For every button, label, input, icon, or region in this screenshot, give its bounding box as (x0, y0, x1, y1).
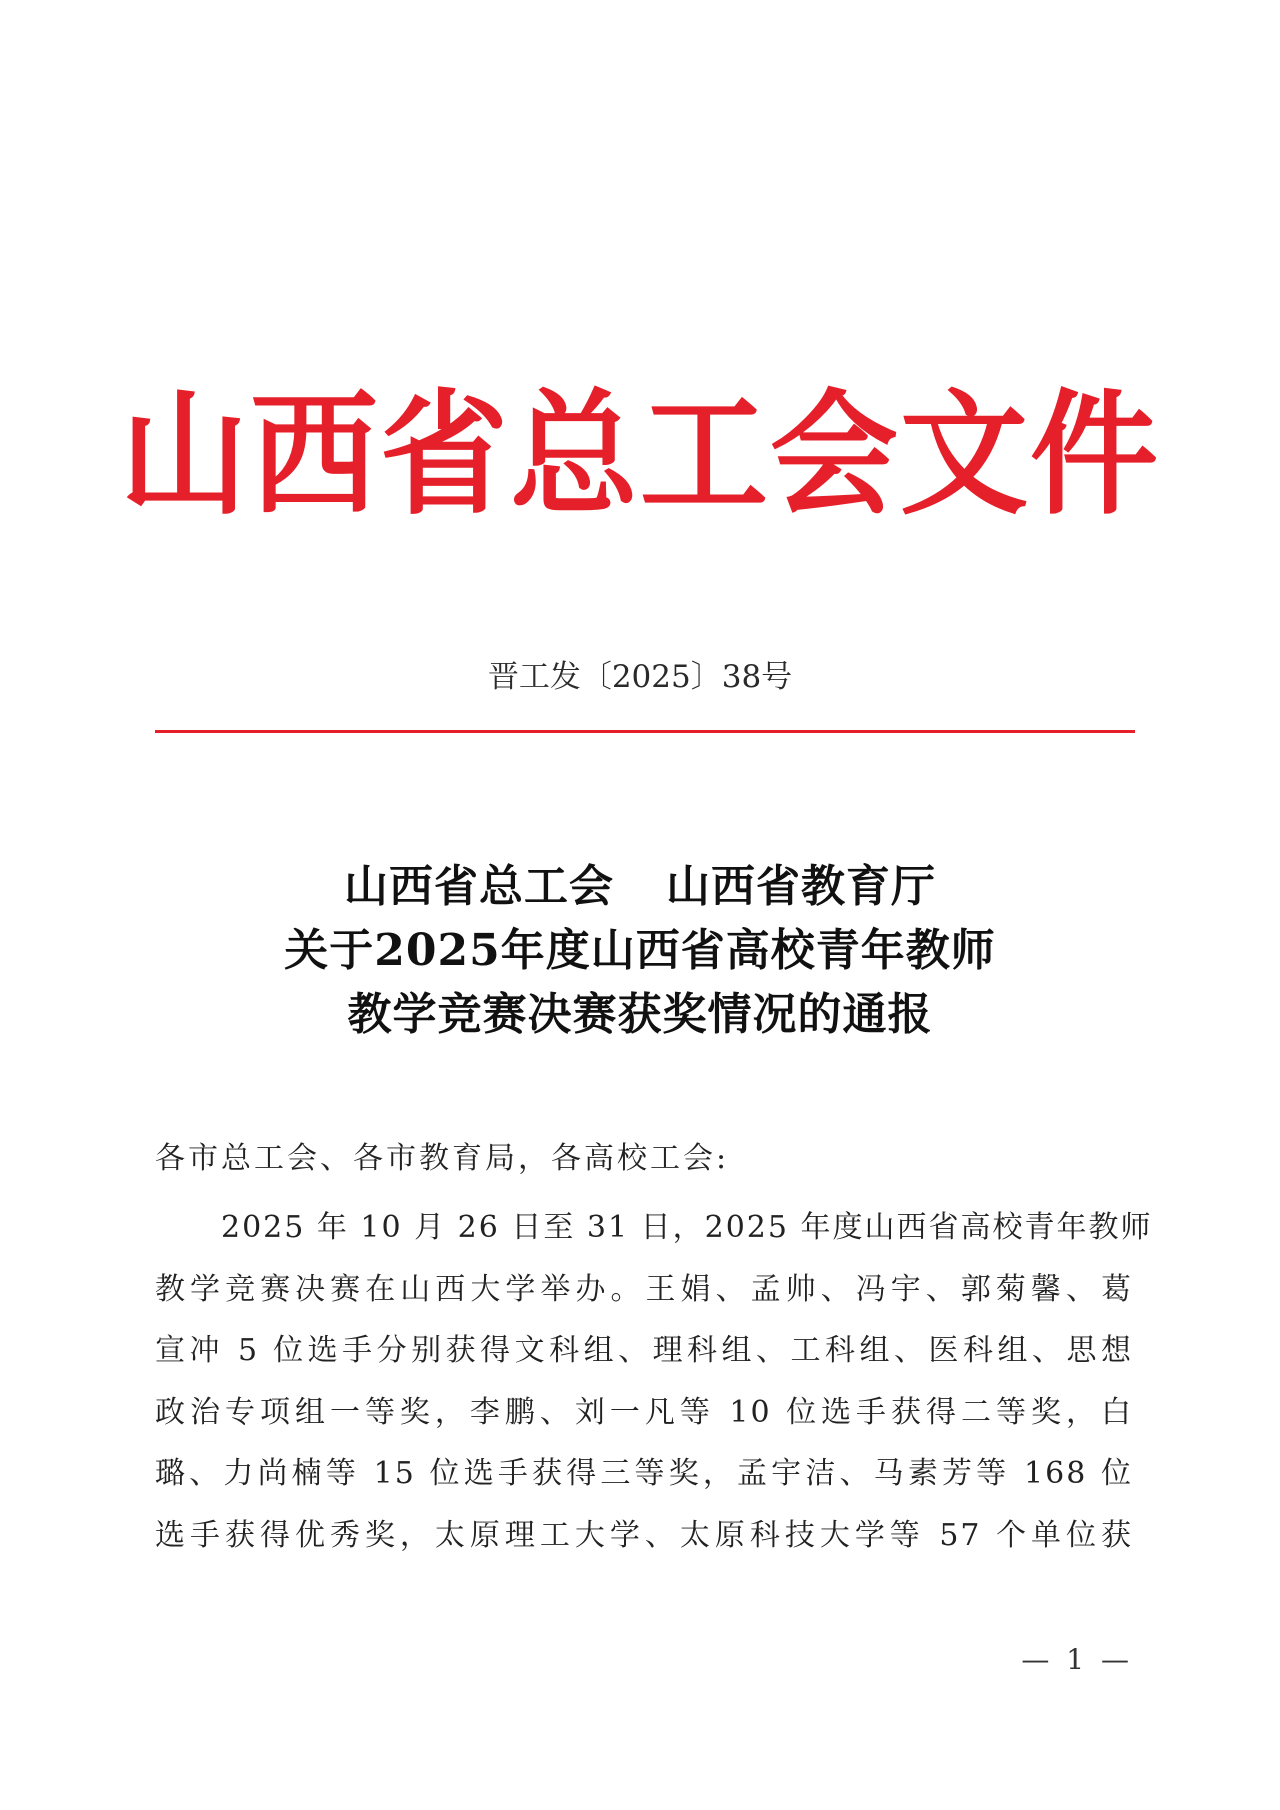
body-line: 选手获得优秀奖，太原理工大学、太原科技大学等 57 个单位获 (155, 1517, 1133, 1553)
body-paragraph (155, 1197, 1153, 1566)
body-line: 教学竞赛决赛在山西大学举办。王娟、孟帅、冯宇、郭菊馨、葛 (155, 1271, 1133, 1307)
title-issuer-1: 山西省总工会 (344, 861, 614, 912)
title-line-2: 关于2025年度山西省高校青年教师 (284, 925, 996, 976)
body-line: 2025 年 10 月 26 日至 31 日，2025 年度山西省高校青年教师 (221, 1210, 1153, 1245)
salutation: 各市总工会、各市教育局，各高校工会: (155, 1141, 730, 1176)
title-line-issuers (0, 855, 1280, 919)
notice-title (0, 855, 1280, 1047)
title-line-3: 教学竞赛决赛获奖情况的通报 (347, 989, 933, 1040)
title-issuer-2: 山西省教育厅 (666, 861, 936, 912)
page-number: — 1 — (1021, 1643, 1133, 1676)
body-line: 宣冲 5 位选手分别获得文科组、理科组、工科组、医科组、思想 (155, 1333, 1133, 1368)
document-number: 晋工发〔2025〕38号 (487, 659, 793, 695)
masthead-title: 山西省总工会文件 (119, 376, 1160, 534)
red-divider-rule (155, 730, 1135, 733)
body-line: 政治专项组一等奖，李鹏、刘一凡等 10 位选手获得二等奖，白 (155, 1394, 1133, 1430)
body-line: 璐、力尚楠等 15 位选手获得三等奖，孟宇洁、马素芳等 168 位 (155, 1456, 1133, 1491)
